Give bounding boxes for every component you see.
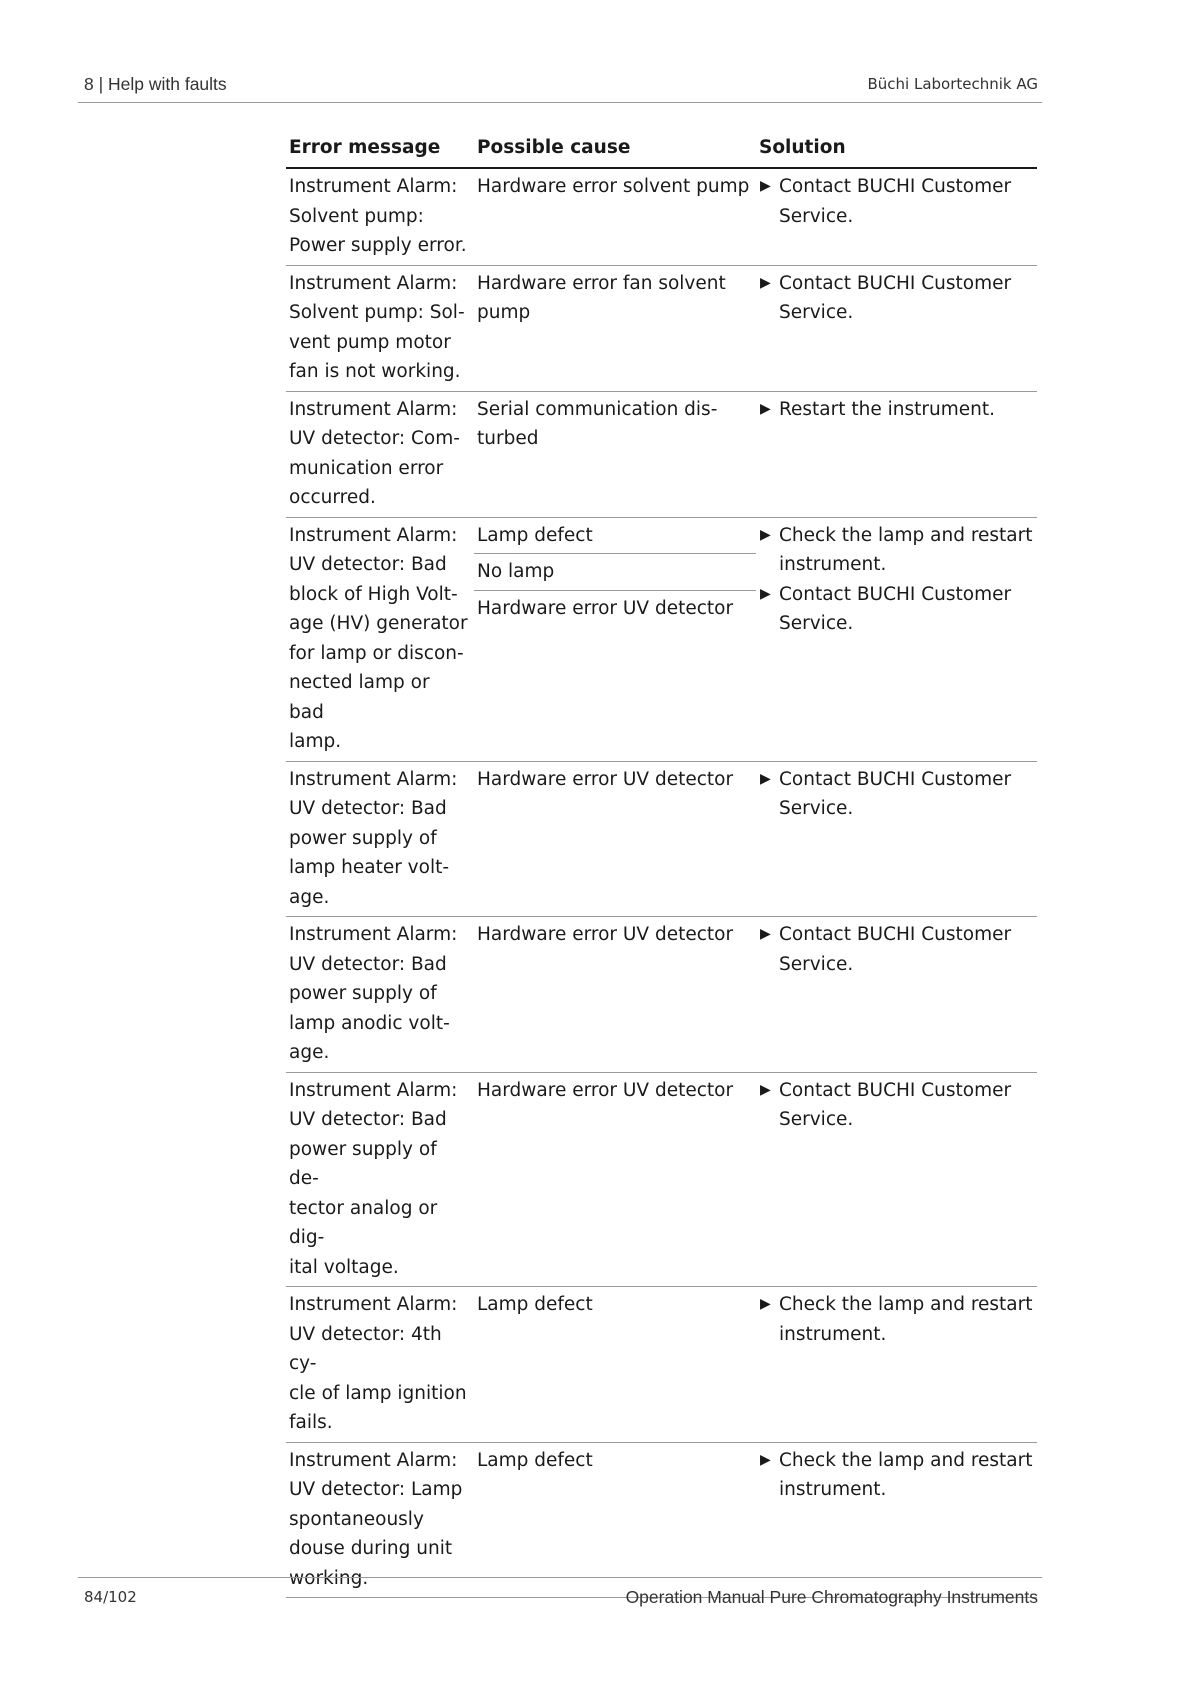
possible-cause-cell xyxy=(474,266,756,391)
solution-cell xyxy=(756,1287,1037,1442)
table-row xyxy=(286,762,1037,918)
error-message-cell xyxy=(286,762,474,917)
possible-cause-line: turbed xyxy=(477,428,539,449)
column-header-possible-cause: Possible cause xyxy=(477,137,631,158)
solution-item xyxy=(760,765,1033,824)
solution-line: Check the lamp and restart xyxy=(779,1294,1033,1315)
solution-line: Contact BUCHI Customer xyxy=(779,272,1012,294)
error-message-line: power supply of xyxy=(289,983,437,1004)
error-message-line: UV detector: Bad xyxy=(289,1109,447,1130)
solution-line: Service. xyxy=(779,613,854,634)
solution-line: instrument. xyxy=(779,554,887,575)
possible-cause-line: Lamp defect xyxy=(477,1294,593,1315)
error-message-line: power supply of de- xyxy=(289,1138,437,1189)
error-message-line: working. xyxy=(289,1567,369,1589)
error-message-cell xyxy=(286,1443,474,1598)
error-message-line: douse during unit xyxy=(289,1538,453,1559)
solution-line: Service. xyxy=(779,953,854,975)
table-row xyxy=(286,392,1037,518)
possible-cause-line: pump xyxy=(477,302,531,323)
error-message-cell xyxy=(286,392,474,517)
possible-cause-cell xyxy=(474,1443,756,1598)
error-message-line: Instrument Alarm: xyxy=(289,176,458,197)
possible-cause-line: Hardware error solvent pump xyxy=(477,176,750,197)
column-header-solution: Solution xyxy=(759,137,846,158)
error-message-line: Instrument Alarm: xyxy=(289,768,458,790)
possible-cause-line: Lamp defect xyxy=(477,1449,593,1471)
error-message-line: UV detector: 4th cy- xyxy=(289,1323,442,1374)
solution-item xyxy=(760,1076,1033,1135)
solution-cell xyxy=(756,169,1037,265)
error-message-line: lamp anodic volt- xyxy=(289,1012,450,1034)
solution-item xyxy=(760,920,1033,979)
table-row xyxy=(286,1443,1037,1599)
solution-line: Check the lamp and restart xyxy=(779,524,1033,546)
solution-cell xyxy=(756,518,1037,761)
error-message-line: age. xyxy=(289,886,330,908)
error-message-cell xyxy=(286,518,474,761)
table-row xyxy=(286,1073,1037,1288)
solution-item xyxy=(760,1446,1033,1505)
solution-line: Service. xyxy=(779,1109,854,1130)
possible-cause-item xyxy=(474,591,756,627)
error-message-cell xyxy=(286,917,474,1072)
company-name: Büchi Labortechnik AG xyxy=(867,75,1038,93)
possible-cause-item xyxy=(474,518,756,555)
error-message-line: Solvent pump: xyxy=(289,205,424,227)
error-message-line: lamp. xyxy=(289,731,342,752)
error-message-line: power supply of xyxy=(289,827,437,849)
possible-cause-cell xyxy=(474,392,756,517)
solution-item xyxy=(760,269,1033,328)
error-message-line: fan is not working. xyxy=(289,361,461,382)
solution-item xyxy=(760,521,1033,580)
solution-line: instrument. xyxy=(779,1479,887,1500)
solution-line: Contact BUCHI Customer xyxy=(779,176,1012,197)
error-message-line: Instrument Alarm: xyxy=(289,1449,458,1471)
possible-cause-line: Hardware error UV detector xyxy=(477,1079,734,1101)
possible-cause-line: Hardware error UV detector xyxy=(477,768,734,790)
error-message-line: munication error xyxy=(289,457,444,479)
solution-line: Service. xyxy=(779,205,854,227)
page-header xyxy=(78,60,1042,103)
possible-cause-item xyxy=(474,554,756,591)
solution-text xyxy=(779,269,1011,328)
possible-cause-cell xyxy=(474,518,756,761)
solution-cell xyxy=(756,917,1037,1072)
error-message-line: cle of lamp ignition xyxy=(289,1382,467,1404)
possible-cause-cell xyxy=(474,1073,756,1287)
error-message-line: age. xyxy=(289,1042,330,1063)
bullet-triangle-icon: ▶ xyxy=(760,400,771,417)
solution-item xyxy=(760,172,1033,231)
error-message-cell xyxy=(286,169,474,265)
error-message-line: Instrument Alarm: xyxy=(289,1294,458,1315)
error-message-line: Instrument Alarm: xyxy=(289,524,458,546)
solution-text xyxy=(779,765,1011,824)
possible-cause-line: Hardware error UV detector xyxy=(477,924,734,945)
error-message-line: age (HV) generator xyxy=(289,613,468,634)
solution-text xyxy=(779,1076,1011,1135)
solution-item xyxy=(760,395,1033,425)
error-message-cell xyxy=(286,266,474,391)
error-message-line: Instrument Alarm: xyxy=(289,398,458,420)
error-message-line: fails. xyxy=(289,1412,333,1433)
table-header xyxy=(286,133,1037,169)
bullet-triangle-icon: ▶ xyxy=(760,770,771,787)
manual-title: Operation Manual Pure Chromatography Instruments xyxy=(625,1587,1038,1607)
bullet-triangle-icon: ▶ xyxy=(760,274,771,291)
solution-text xyxy=(779,1290,1033,1349)
table-row xyxy=(286,169,1037,266)
error-message-line: Instrument Alarm: xyxy=(289,924,458,945)
possible-cause-line: Hardware error UV detector xyxy=(477,597,734,619)
error-message-cell xyxy=(286,1073,474,1287)
solution-cell xyxy=(756,762,1037,917)
error-message-line: tector analog or dig- xyxy=(289,1197,438,1248)
solution-text xyxy=(779,395,995,425)
solution-line: Restart the instrument. xyxy=(779,398,995,420)
error-message-line: nected lamp or bad xyxy=(289,672,430,723)
error-message-line: spontaneously xyxy=(289,1508,424,1530)
error-message-line: UV detector: Bad xyxy=(289,953,447,975)
error-message-line: UV detector: Lamp xyxy=(289,1479,463,1500)
table-row xyxy=(286,518,1037,762)
table-row xyxy=(286,1287,1037,1443)
error-message-line: vent pump motor xyxy=(289,331,451,353)
possible-cause-cell xyxy=(474,1287,756,1442)
solution-line: Contact BUCHI Customer xyxy=(779,583,1012,605)
bullet-triangle-icon: ▶ xyxy=(760,178,771,194)
error-message-line: lamp heater volt- xyxy=(289,857,450,878)
solution-line: instrument. xyxy=(779,1323,887,1345)
error-message-cell xyxy=(286,1287,474,1442)
solution-line: Contact BUCHI Customer xyxy=(779,924,1012,945)
solution-cell xyxy=(756,266,1037,391)
possible-cause-cell xyxy=(474,762,756,917)
solution-item xyxy=(760,1290,1033,1349)
bullet-triangle-icon: ▶ xyxy=(760,526,771,543)
page-footer xyxy=(78,1577,1042,1618)
error-message-line: ital voltage. xyxy=(289,1256,399,1278)
page-number: 84/102 xyxy=(84,1588,137,1606)
bullet-triangle-icon: ▶ xyxy=(760,1081,771,1098)
possible-cause-line: No lamp xyxy=(477,561,555,582)
solution-text xyxy=(779,172,1011,231)
error-message-line: for lamp or discon- xyxy=(289,642,464,664)
solution-line: Service. xyxy=(779,302,854,323)
table-body xyxy=(286,169,1037,1598)
solution-item xyxy=(760,580,1033,639)
fault-table xyxy=(286,133,1037,1598)
possible-cause-cell xyxy=(474,169,756,265)
error-message-line: block of High Volt- xyxy=(289,583,458,605)
solution-line: Contact BUCHI Customer xyxy=(779,1079,1012,1101)
possible-cause-line: Serial communication dis- xyxy=(477,398,718,420)
error-message-line: UV detector: Com- xyxy=(289,428,460,449)
solution-line: Contact BUCHI Customer xyxy=(779,768,1012,790)
solution-text xyxy=(779,521,1033,580)
solution-line: Check the lamp and restart xyxy=(779,1449,1033,1471)
section-title: 8 | Help with faults xyxy=(84,74,227,94)
error-message-line: UV detector: Bad xyxy=(289,798,447,819)
error-message-line: UV detector: Bad xyxy=(289,554,447,575)
solution-cell xyxy=(756,1073,1037,1287)
solution-text xyxy=(779,1446,1033,1505)
column-header-error-message: Error message xyxy=(289,137,441,158)
bullet-triangle-icon: ▶ xyxy=(760,585,771,602)
possible-cause-line: Hardware error fan solvent xyxy=(477,272,726,294)
solution-text xyxy=(779,580,1011,639)
error-message-line: Instrument Alarm: xyxy=(289,272,458,294)
bullet-triangle-icon: ▶ xyxy=(760,1296,771,1312)
table-row xyxy=(286,917,1037,1073)
error-message-line: occurred. xyxy=(289,487,376,508)
error-message-line: Instrument Alarm: xyxy=(289,1079,458,1101)
possible-cause-line: Lamp defect xyxy=(477,524,593,546)
error-message-line: Power supply error. xyxy=(289,235,467,256)
solution-cell xyxy=(756,1443,1037,1598)
solution-text xyxy=(779,920,1011,979)
error-message-line: Solvent pump: Sol- xyxy=(289,302,465,323)
solution-cell xyxy=(756,392,1037,517)
bullet-triangle-icon: ▶ xyxy=(760,926,771,942)
possible-cause-cell xyxy=(474,917,756,1072)
solution-line: Service. xyxy=(779,798,854,819)
bullet-triangle-icon: ▶ xyxy=(760,1451,771,1468)
table-row xyxy=(286,266,1037,392)
